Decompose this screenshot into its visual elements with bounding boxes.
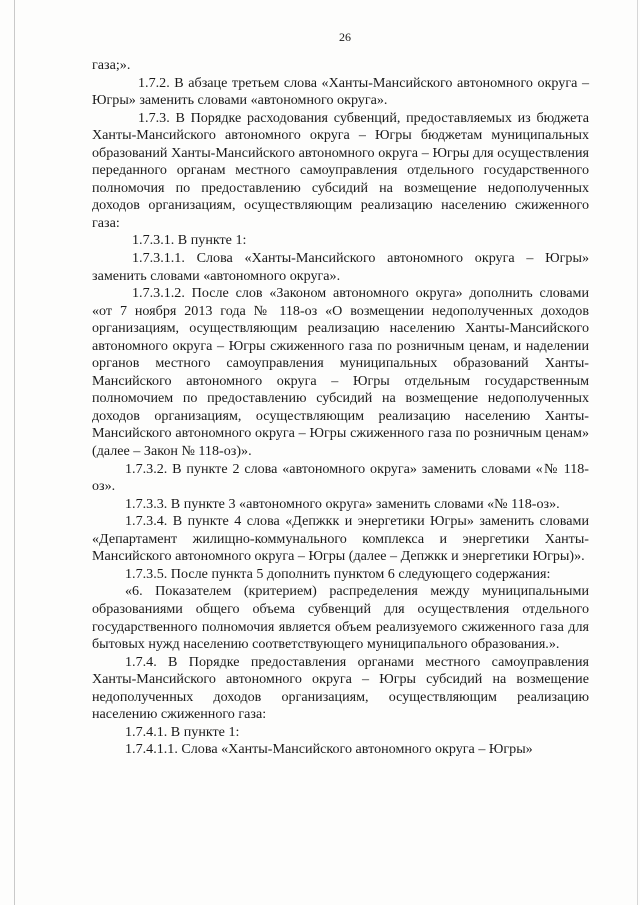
paragraph-1-7-3: 1.7.3. В Порядке расходования субвенций, предоставляемых из бюджета Ханты-Мансийского автономного округа – Югры бюджетам муниципальных образований Ханты-Мансийского автономного округа – Югры для осуществления переданного органам местного самоуправления отдельного государственного полномочия по предоставлению субсидий на возмещение недополученных доходов организациям, осуществляющим реализацию населению сжиженного газа: — [92, 109, 589, 231]
paragraph-1-7-3-4: 1.7.3.4. В пункте 4 слова «Депжкк и энергетики Югры» заменить словами «Департамент жилищно-коммунального комплекса и энергетики Ханты-Мансийского автономного округа – Югры (далее – Депжкк и энергетики Югры)». — [92, 513, 589, 565]
scan-edge-right — [637, 0, 638, 905]
paragraph-1-7-3-2: 1.7.3.2. В пункте 2 слова «автономного округа» заменить словами «№ 118-оз». — [92, 460, 589, 495]
paragraph-1-7-3-3: 1.7.3.3. В пункте 3 «автономного округа» заменить словами «№ 118-оз». — [125, 495, 560, 512]
paragraph-1-7-4-1: 1.7.4.1. В пункте 1: — [125, 723, 240, 740]
paragraph-1-7-4: 1.7.4. В Порядке предоставления органами местного самоуправления Ханты-Мансийского автономного округа – Югры субсидий на возмещение недополученных доходов организациям, осуществляющим реализацию населению сжиженного газа: — [92, 653, 589, 723]
paragraph-1-7-3-1: 1.7.3.1. В пункте 1: — [132, 232, 247, 249]
quoted-paragraph-6: «6. Показателем (критерием) распределения между муниципальными образованиями общего объема субвенций для осуществления отдельного государственного полномочия является объем реализуемого сжиженного газа для бытовых нужд населению соответствующего муниципального образования.». — [92, 583, 589, 653]
paragraph-continuation: газа;». — [92, 57, 131, 73]
paragraph-1-7-3-1-2: 1.7.3.1.2. После слов «Законом автономного округа» дополнить словами «от 7 ноября 2013 года № 118-оз «О возмещении недополученных доходов организациям, осуществляющим реализацию населению Ханты-Мансийского автономного округа – Югры сжиженного газа по розничным ценам, и наделении органов местного самоуправления муниципальных образований Ханты-Мансийского автономного округа – Югры отдельным государственным полномочием по предоставлению субсидий на возмещение недополученных доходов организациям, осуществляющим реализацию населению Ханты-Мансийского автономного округа – Югры сжиженного газа по розничным ценам» (далее – Закон № 118-оз)». — [92, 285, 589, 460]
paragraph-1-7-2: 1.7.2. В абзаце третьем слова «Ханты-Мансийского автономного округа – Югры» заменить словами «автономного округа». — [92, 74, 589, 109]
paragraph-1-7-3-1-1: 1.7.3.1.1. Слова «Ханты-Мансийского автономного округа – Югры» заменить словами «автономного округа». — [92, 250, 589, 284]
paragraph-1-7-3-5: 1.7.3.5. После пункта 5 дополнить пунктом 6 следующего содержания: — [125, 565, 551, 582]
page-number: 26 — [339, 30, 351, 44]
scan-edge-left — [14, 0, 15, 905]
paragraph-1-7-4-1-1: 1.7.4.1.1. Слова «Ханты-Мансийского автономного округа – Югры» — [125, 741, 533, 758]
document-body — [92, 57, 589, 759]
